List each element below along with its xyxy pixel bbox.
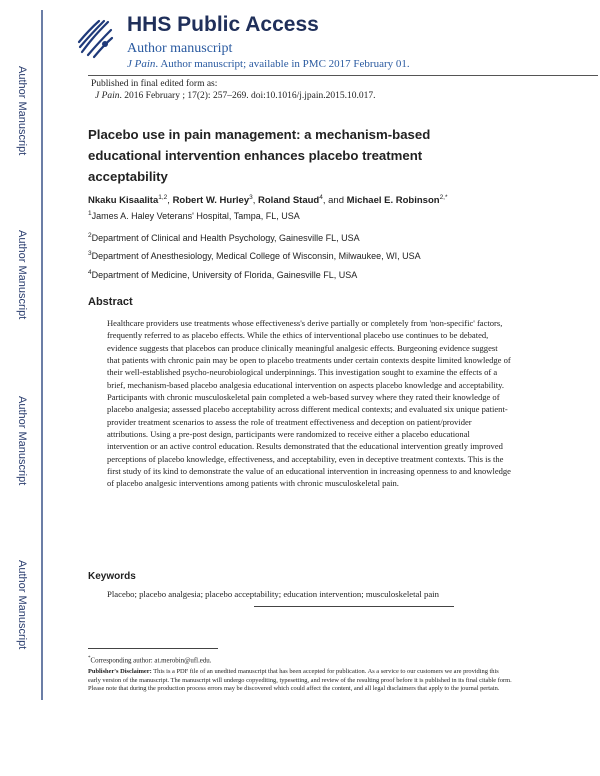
author-4-sup: 2,* xyxy=(439,194,448,201)
affiliation-3-text: Department of Anesthesiology, Medical College of Wisconsin, Milwaukee, WI, USA xyxy=(91,251,421,261)
affiliation-4-text: Department of Medicine, University of Florida, Gainesville FL, USA xyxy=(91,270,358,280)
sidebar-label-3: Author Manuscript xyxy=(16,396,28,486)
author-4: Michael E. Robinson xyxy=(346,195,440,207)
citation-details: . 2016 February ; 17(2): 257–269. doi:10.1016/j.jpain.2015.10.017. xyxy=(119,91,376,101)
paper-title: Placebo use in pain management: a mechanism-based educational intervention enhances placebo treatment acceptability xyxy=(88,127,431,184)
affiliation-1 xyxy=(88,210,300,221)
affiliation-4 xyxy=(88,269,357,280)
author-1-sup: 1,2 xyxy=(158,194,168,201)
keywords-heading: Keywords xyxy=(88,571,136,582)
affiliation-4-num: 4 xyxy=(88,269,92,276)
corresponding-text: Corresponding author: at.merobin@ufl.edu. xyxy=(90,657,212,665)
affiliation-1-num: 1 xyxy=(88,210,92,217)
author-3: Roland Staud xyxy=(258,195,320,207)
affiliation-2-num: 2 xyxy=(88,232,92,239)
hhs-subtitle: Author manuscript xyxy=(127,41,233,56)
affiliation-2 xyxy=(88,232,360,243)
header-separator xyxy=(88,75,598,76)
author-2-sup: 3 xyxy=(249,194,253,201)
sidebar-divider xyxy=(41,10,43,700)
journal-name: J Pain xyxy=(127,58,156,70)
author-list: Nkaku Kisaalita$^{1,2}$, Robert W. Hurley$^3$, Roland Staud$^4$, and Michael E. Robinson$^{2,*}$ xyxy=(88,194,448,207)
keywords-text: Placebo; placebo analgesia; placebo acceptability; education intervention; musculoskeletal pain xyxy=(107,589,439,599)
hhs-eagle-logo-icon xyxy=(74,14,114,60)
disclaimer-text: This is a PDF file of an unedited manuscript that has been accepted for publication. As a service to our customers we are providing this early version of the manuscript. The manuscript will undergo copyediting, typesetting, and review of the resulting proof before it is published in its final citable form. Please note that during the production process errors may be discovered which could affect the content, and all legal disclaimers that apply to the journal pertain. xyxy=(88,668,512,693)
published-in-label: Published in final edited form as: xyxy=(91,79,218,89)
hhs-journal-line xyxy=(127,58,410,70)
author-3-sup: 4 xyxy=(319,194,323,201)
affiliation-3-num: 3 xyxy=(88,250,92,257)
sidebar-label-1: Author Manuscript xyxy=(16,66,28,156)
publisher-disclaimer xyxy=(88,668,513,694)
affiliation-3 xyxy=(88,250,421,261)
sidebar-label-4: Author Manuscript xyxy=(16,560,28,650)
citation-journal: J Pain xyxy=(95,91,120,101)
abstract-heading: Abstract xyxy=(88,296,133,308)
affiliation-2-text: Department of Clinical and Health Psychology, Gainesville FL, USA xyxy=(91,233,360,243)
corresponding-author-footnote xyxy=(88,656,211,664)
corresponding-sup: * xyxy=(88,656,91,661)
author-and: , and xyxy=(322,195,347,207)
hhs-title: HHS Public Access xyxy=(127,13,319,36)
author-1: Nkaku Kisaalita xyxy=(88,195,159,207)
sidebar-label-2: Author Manuscript xyxy=(16,230,28,320)
abstract-text: Healthcare providers use treatments whose effectiveness's derive partially or completely from 'non-specific' factors, frequently referred to as placebo effects. While the ethics of interventional placebo use continues to be debated, evidence suggests that placebos can produce clinically meaningful analgesic effects. Burgeoning evidence suggest that patients with chronic pain may be open to placebo treatments under certain contexts despite limited knowledge of their well-established psycho-neurobiological underpinnings. This investigation sought to examine the effects of a brief, mechanism-based placebo analgesia educational intervention on aspects placebo knowledge and acceptability. Participants with chronic musculoskeletal pain completed a web-based survey where they rated their knowledge of placebo analgesia; assessed placebo acceptability across different medical contexts; and evaluated six unique patient-provider treatment scenarios to assess the role of treatment effectiveness and deception on patient/provider attributions. Using a pre-post design, participants were randomized to receive either a placebo educational intervention or an active control education. Results demonstrated that the educational intervention greatly improved perceptions of placebo knowledge, effectiveness, and acceptability, even in deceptive treatment contexts. This is the first study of its kind to demonstrate the value of an educational intervention in increasing openness to and knowledge of placebo analgesic interventions among patients with chronic musculoskeletal pain. xyxy=(107,318,511,489)
disclaimer-label: Publisher's Disclaimer: xyxy=(88,668,152,675)
keywords-rule xyxy=(254,606,454,607)
journal-availability: . Author manuscript; available in PMC 2017 February 01. xyxy=(155,58,410,70)
author-2: Robert W. Hurley xyxy=(172,195,250,207)
footnote-rule xyxy=(88,648,218,649)
affiliation-1-text: James A. Haley Veterans' Hospital, Tampa, FL, USA xyxy=(91,211,300,221)
publication-citation xyxy=(95,91,376,101)
